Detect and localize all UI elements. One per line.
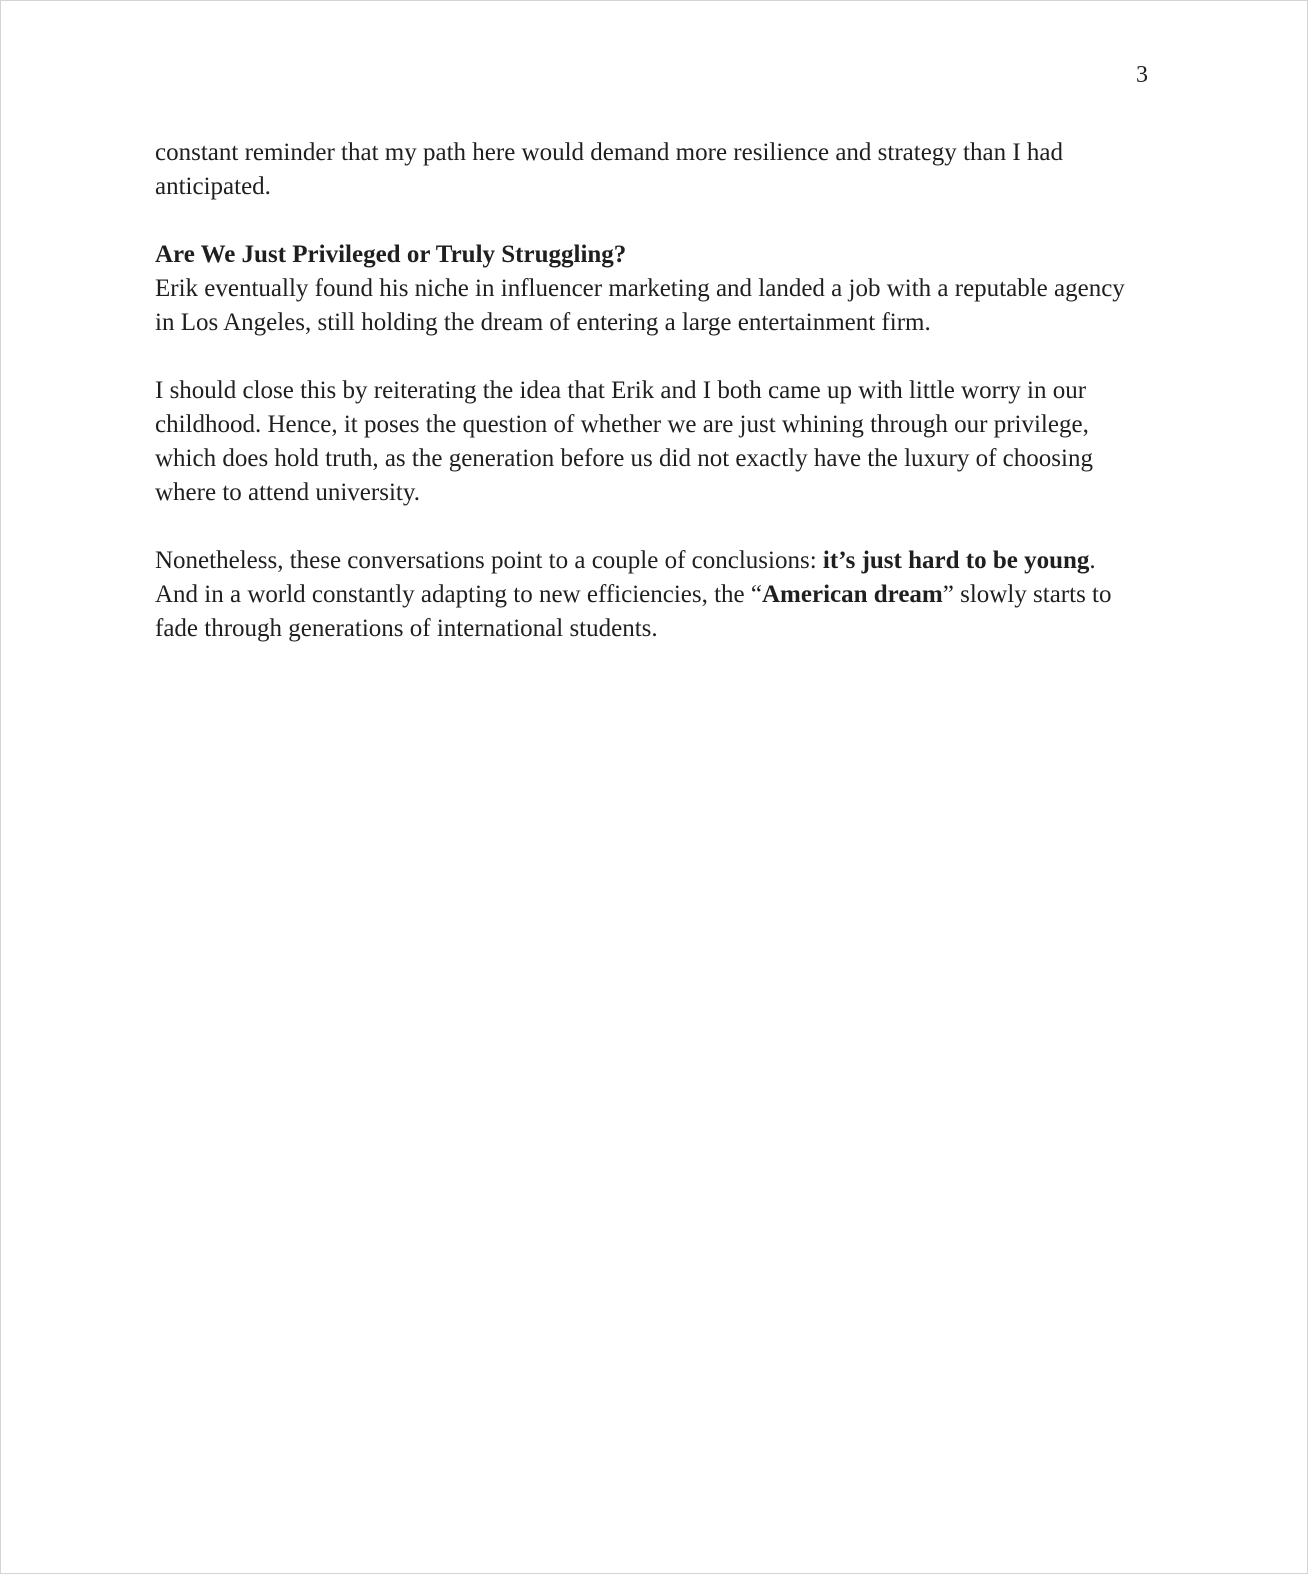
emphasis-text: it’s just hard to be young: [822, 547, 1090, 574]
paragraph-line: where to attend university.: [155, 479, 420, 506]
paragraph-text: Nonetheless, these conversations point to a couple of conclusions:: [155, 547, 823, 574]
paragraph-line: in Los Angeles, still holding the dream of entering a large entertainment firm.: [155, 309, 931, 336]
paragraph-line: childhood. Hence, it poses the question of whether we are just whining through our privilege,: [155, 411, 1089, 438]
paragraph-conclusions: [155, 544, 1155, 646]
emphasis-text: American dream: [762, 581, 943, 608]
paragraph-line: Erik eventually found his niche in influencer marketing and landed a job with a reputable agency: [155, 275, 1125, 302]
paragraph-spacer: [155, 340, 1155, 374]
document-body: [155, 136, 1155, 646]
paragraph-line: fade through generations of international students.: [155, 615, 658, 642]
paragraph-line: constant reminder that my path here would demand more resilience and strategy than I had: [155, 139, 1064, 166]
paragraph-text: .: [1089, 547, 1096, 574]
paragraph-line: which does hold truth, as the generation before us did not exactly have the luxury of choosing: [155, 445, 1093, 472]
page-number: 3: [1136, 62, 1148, 88]
paragraph-continued: [155, 136, 1155, 204]
paragraph-text: And in a world constantly adapting to new efficiencies, the “: [155, 581, 762, 608]
paragraph-text: ” slowly starts to: [942, 581, 1112, 608]
paragraph-line: anticipated.: [155, 173, 271, 200]
paragraph-line: I should close this by reiterating the idea that Erik and I both came up with little worry in our: [155, 377, 1087, 404]
paragraph-privilege-question: [155, 374, 1155, 510]
paragraph-spacer: [155, 204, 1155, 238]
paragraph-spacer: [155, 510, 1155, 544]
section-privileged-or-struggling: [155, 238, 1155, 340]
section-heading: Are We Just Privileged or Truly Struggling?: [155, 241, 627, 268]
